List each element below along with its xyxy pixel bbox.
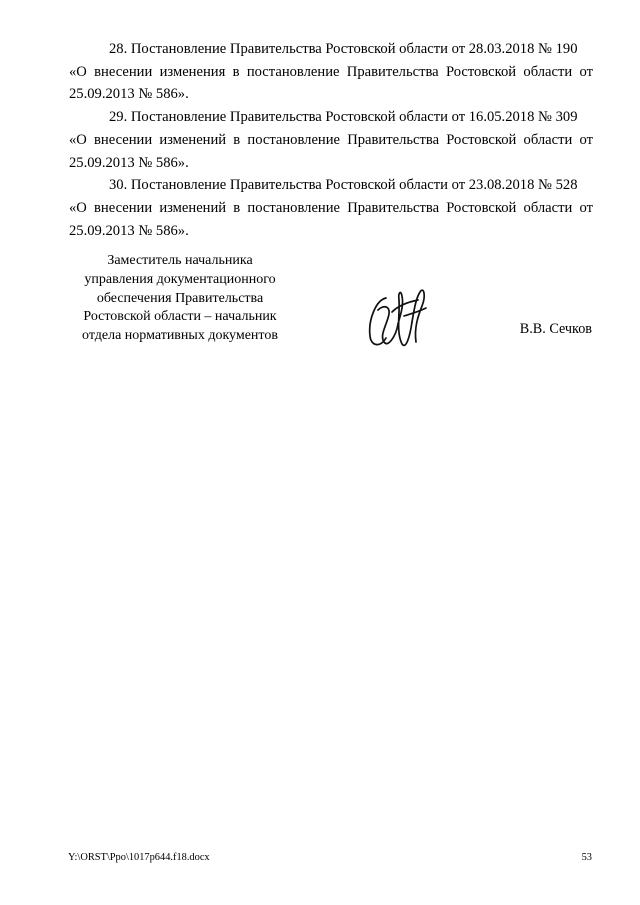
list-item (69, 106, 593, 174)
list-item-title: «О внесении изменений в постановление Правительства Ростовской области от 25.09.2013 № 586». (69, 199, 593, 239)
signatory-title (74, 252, 286, 346)
handwritten-signature (358, 276, 438, 356)
list-item-title: «О внесении изменения в постановление Правительства Ростовской области от 25.09.2013 № 586». (69, 63, 593, 103)
list-item-lead: 28. Постановление Правительства Ростовской области от 28.03.2018 № 190 (109, 41, 578, 57)
list-item (69, 38, 593, 106)
list-item-title: «О внесении изменений в постановление Правительства Ростовской области от 25.09.2013 № 586». (69, 131, 593, 171)
list-item-lead: 29. Постановление Правительства Ростовской области от 16.05.2018 № 309 (109, 109, 578, 126)
list-item (69, 174, 593, 242)
signatory-name: В.В. Сечков (519, 321, 592, 337)
signatory-title-line: обеспечения Правительства (96, 290, 264, 306)
signatory-title-line: Заместитель начальника (107, 253, 253, 268)
signatory-title-line: управления документационного (84, 271, 276, 287)
footer-file-path: Y:\ORST\Ppo\1017p644.f18.docx (68, 852, 210, 863)
signatory-title-line: Ростовской области – начальник (83, 309, 277, 325)
signatory-title-line: отдела нормативных документов (82, 328, 278, 344)
page-number: 53 (581, 852, 592, 863)
resolution-list (69, 38, 593, 242)
list-item-lead: 30. Постановление Правительства Ростовской области от 23.08.2018 № 528 (109, 177, 578, 194)
